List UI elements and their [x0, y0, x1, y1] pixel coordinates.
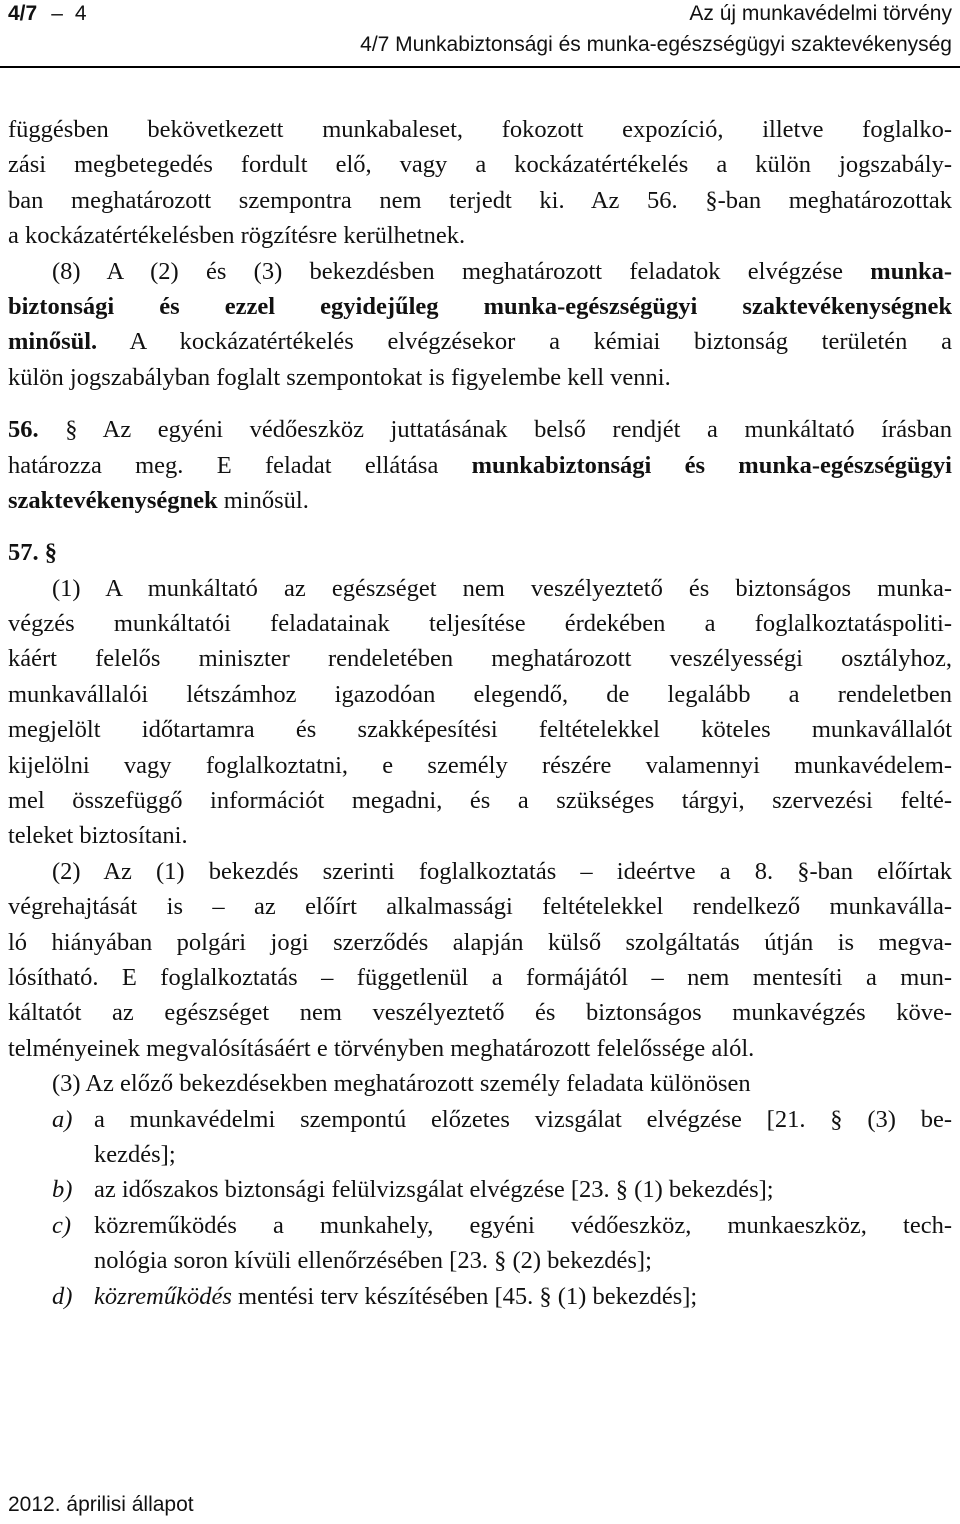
paragraph-8: [8, 254, 952, 396]
text-line: közreműködés a munkahely, egyéni védőeszköz, munkaeszköz, tech-: [94, 1211, 952, 1239]
footer-status: 2012. áprilisi állapot: [8, 1493, 194, 1516]
text-run: mentési terv készítésében [45. § (1) bekezdés];: [231, 1282, 698, 1310]
text-line: teleket biztosítani.: [8, 822, 188, 850]
text-run: határozza meg. E feladat ellátása: [8, 451, 472, 479]
text-line: függésben bekövetkezett munkabaleset, fokozott expozíció, illetve foglalko-: [8, 116, 952, 143]
text-line: az időszakos biztonsági felülvizsgálat elvégzése [23. § (1) bekezdés];: [94, 1176, 774, 1204]
bold-run: biztonsági és ezzel egyidejűleg munka-egészségügyi szaktevékenységnek: [8, 292, 952, 320]
header-section-title: 4/7 Munkabiztonsági és munka-egészségügyi szaktevékenység: [360, 33, 952, 56]
text-line: ban meghatározott szempontra nem terjedt ki. Az 56. §-ban meghatározottak: [8, 186, 952, 214]
text-line: telményeinek megvalósításáért e törvényben meghatározott felelőssége alól.: [8, 1034, 755, 1062]
header-dash: –: [51, 2, 63, 25]
header-page-code: 4/7: [8, 2, 38, 25]
section-heading: [8, 535, 952, 570]
text-line: nológia soron kívüli ellenőrzésében [23. § (2) bekezdés];: [94, 1247, 652, 1275]
text-line: ló hiányában polgári jogi szerződés alapján külső szolgáltatás útján is megva-: [8, 928, 952, 956]
text-run: § Az egyéni védőeszköz juttatásának belső rendjét a munkáltató írásban: [38, 416, 952, 444]
running-subheader: [0, 31, 960, 59]
page-body: [8, 112, 952, 1314]
list-item-b: [8, 1172, 952, 1207]
text-line: [8, 254, 952, 289]
section-number: 56.: [8, 416, 39, 444]
running-header: [0, 0, 960, 28]
text-line: [8, 289, 952, 324]
text-line: munkavállalói létszámhoz igazodóan elegendő, de legalább a rendeletben: [8, 680, 952, 708]
header-page-ref: [8, 0, 87, 28]
text-line: káért felelős miniszter rendeletében meghatározott veszélyességi osztályhoz,: [8, 645, 952, 673]
text-run: (8) A (2) és (3) bekezdésben meghatározott feladatok elvégzése: [52, 257, 871, 285]
section-number: 57. §: [8, 539, 57, 567]
bold-run: munka-: [870, 257, 952, 285]
text-line: lósítható. E foglalkoztatás – függetlenül a formájától – nem mentesíti a mun-: [8, 963, 952, 991]
paragraph-57-3: (3) Az előző bekezdésekben meghatározott személy feladata különösen: [52, 1070, 751, 1098]
list-label: c): [52, 1211, 72, 1239]
italic-run: közreműködés: [94, 1282, 232, 1310]
section-56: [8, 412, 952, 518]
text-line: mel összefüggő információt megadni, és a szükséges tárgyi, szervezési felté-: [8, 787, 952, 815]
text-line: (2) Az (1) bekezdés szerinti foglalkoztatás – ideértve a 8. §-ban előírtak: [52, 857, 952, 885]
text-line: (1) A munkáltató az egészséget nem veszélyeztető és biztonságos munka-: [52, 574, 952, 602]
list-item-a: [8, 1102, 952, 1173]
text-line: kezdés];: [94, 1140, 176, 1168]
text-line: káltatót az egészséget nem veszélyeztető és biztonságos munkavégzés köve-: [8, 999, 952, 1027]
header-book-title: Az új munkavédelmi törvény: [689, 2, 952, 25]
text-line: zási megbetegedés fordult elő, vagy a kockázatértékelés a külön jogszabály-: [8, 151, 952, 179]
text-line: külön jogszabályban foglalt szempontokat is figyelembe kell venni.: [8, 363, 671, 391]
bold-run: minősül.: [8, 328, 98, 356]
header-rule: [0, 66, 960, 68]
text-line: [94, 1279, 952, 1314]
header-page-number: 4: [74, 2, 87, 25]
text-line: végzés munkáltatói feladatainak teljesítése érdekében a foglalkoztatáspoliti-: [8, 610, 952, 638]
text-run: A kockázatértékelés elvégzésekor a kémiai biztonság területén a: [97, 328, 952, 356]
text-line: [8, 483, 952, 518]
list-label: d): [52, 1282, 73, 1310]
paragraph-57-2: [8, 854, 952, 1066]
list-item-d: [8, 1279, 952, 1314]
text-line: kijelölni vagy foglalkoztatni, e személy részére valamennyi munkavédelem-: [8, 751, 952, 779]
list-item-c: [8, 1208, 952, 1279]
paragraph-57-1: [8, 571, 952, 854]
text-line: végrehajtását is – az előírt alkalmassági feltételekkel rendelkező munkaválla-: [8, 893, 952, 921]
text-line: [8, 448, 952, 483]
text-line: [8, 324, 952, 359]
list-label: a): [52, 1105, 73, 1133]
text-line: [8, 412, 952, 447]
text-line: megjelölt időtartamra és szakképesítési feltételekkel köteles munkavállalót: [8, 716, 952, 744]
bold-run: munkabiztonsági és munka-egészségügyi: [471, 451, 952, 479]
list-label: b): [52, 1176, 73, 1204]
spacer: [8, 518, 952, 535]
text-line: a munkavédelmi szempontú előzetes vizsgálat elvégzése [21. § (3) be-: [94, 1105, 952, 1133]
section-57: [8, 535, 952, 1314]
paragraph-continued: [8, 112, 952, 254]
text-run: minősül.: [217, 486, 309, 514]
bold-run: szaktevékenységnek: [8, 486, 218, 514]
text-line: a kockázatértékelésben rögzítésre kerülhetnek.: [8, 222, 466, 250]
spacer: [8, 395, 952, 412]
